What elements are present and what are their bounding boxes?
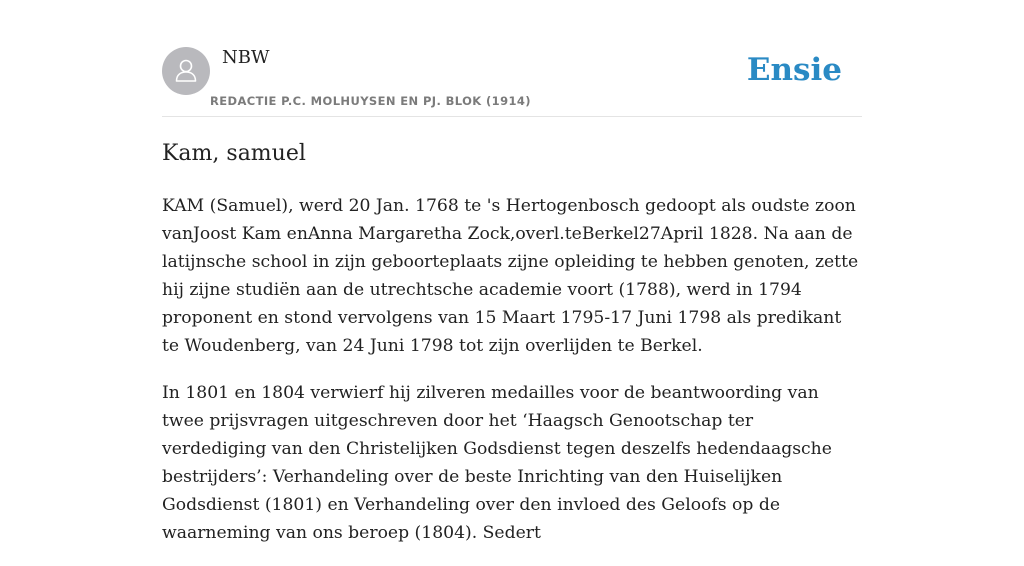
source-editors: REDACTIE P.C. MOLHUYSEN EN PJ. BLOK (1914) [210,94,531,108]
article-paragraph: KAM (Samuel), werd 20 Jan. 1768 te 's Hertogenbosch gedoopt als oudste zoon vanJoost Kam enAnna Margaretha Zock,overl.teBerkel27April 1828. Na aan de latijnsche school in zijn geboorteplaats zijne opleiding te hebben genoten, zette hij zijne studiën aan de utrechtsche academie voort (1788), werd in 1794 proponent en stond vervolgens van 15 Maart 1795-17 Juni 1798 als predikant te Woudenberg, van 24 Juni 1798 tot zijn overlijden te Berkel. [162,196,859,356]
article [162,138,862,566]
user-icon [162,47,210,95]
source-header [162,0,862,117]
article-paragraph: In 1801 en 1804 verwierf hij zilveren medailles voor de beantwoording van twee prijsvragen uitgeschreven door het ‘Haagsch Genootschap ter verdediging van den Christelijken Godsdienst tegen deszelfs hedendaagsche bestrijders’: Verhandeling over de beste Inrichting van den Huiselijken Godsdienst (1801) en Verhandeling over den invloed des Geloofs op de waarneming van ons beroep (1804). Sedert [162,383,832,543]
brand-logo-link[interactable]: Ensie [746,52,842,88]
avatar [162,47,210,95]
article-body [162,192,862,547]
source-name[interactable]: NBW [222,47,270,68]
article-title: Kam, samuel [162,141,306,166]
